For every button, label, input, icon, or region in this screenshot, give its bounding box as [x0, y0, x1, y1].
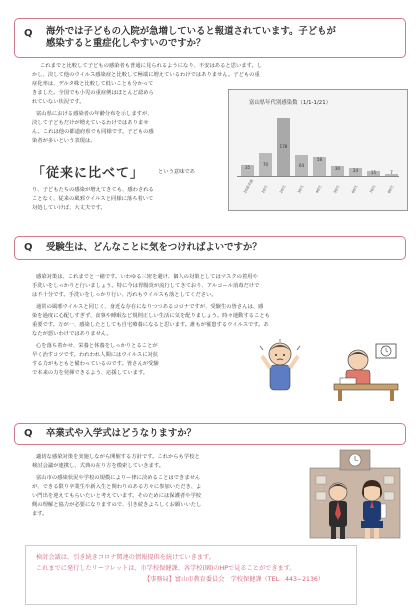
text-line: 重要です。万が一、感染したとしても自宅療養になると思います。誰もが罹患するウイルスです。あ — [32, 322, 269, 328]
worried-student-illustration — [255, 338, 305, 398]
chart-value-label: 178 — [279, 144, 288, 149]
chart-value-label: 24 — [352, 168, 359, 173]
chart-value-label: 15 — [370, 170, 377, 175]
emphasis-text: 「従来に比べて」 — [32, 166, 145, 181]
graduation-illustration — [300, 440, 408, 540]
text-line: ん。これは他の都道府県でも同様です。子どもの感 — [32, 129, 154, 135]
text-line: する力がもともと備わっているのです。皆さんが受験 — [32, 361, 159, 367]
text-line: 側の理解と協力が必要になりますので、引き続きよろしくお願いいたし — [32, 502, 202, 508]
chart-tick-label: 80代 — [387, 184, 395, 194]
info-line: 【事務局】富山市教育委員会 学校保健課（TEL．443−2136） — [144, 576, 325, 583]
chart-value-label: 58 — [316, 157, 323, 162]
question-title-line: 海外では子どもの入院が急増していると報道されています。子どもが — [46, 26, 336, 37]
text-line: 感染対策は、これまでと一緒です。いわゆる三密を避け、個人の対策としてはマスクの着用や — [36, 274, 258, 280]
chart-baseline — [237, 176, 399, 177]
info-line: これまでに発行したリーフレットは、市学校保健課、各学校(園)のHPで見ることができます。 — [36, 565, 296, 572]
text-line: 心を落ち着かせ、栄養と休養をしっかりとることが — [36, 343, 158, 349]
text-line: これまでと比較して子どもの感染者も普通に見られるようになり、不安はあると思います。し — [40, 63, 263, 69]
text-line: なたが悪いわけではありません。 — [32, 331, 112, 337]
text-line: かし、決して他のウイルス感染症と比較して極端に増えているわけではありません。子どもの重 — [32, 72, 260, 78]
age-distribution-chart — [228, 89, 408, 211]
question-title-line: 感染すると重症化しやすいのですか？ — [46, 38, 206, 49]
chart-tick-label: 10代 — [261, 184, 269, 194]
info-box — [25, 545, 357, 605]
chart-value-label: 30 — [334, 166, 341, 171]
chart-tick-label: 40代 — [315, 184, 323, 194]
text-line: 富山県における感染者の年齢分布を示しますが、 — [36, 111, 153, 117]
q-marker: Q — [24, 428, 33, 439]
text-line: ことなく、従来の風邪ウイルスと同様に落ち着いて — [32, 196, 154, 202]
text-line: 決して子どもだけが増えているわけではありませ — [32, 120, 149, 126]
chart-value-label: 35 — [244, 165, 251, 170]
question-box-2 — [14, 236, 406, 260]
text-line: きました。全国でも小児の重症例はほとんど認めら — [32, 90, 154, 96]
text-line: 検討会議が連携し、式典の在り方を模索していきます。 — [32, 463, 164, 469]
info-line: 検討会議は、引き続きコロナ関連の情報提供を続けていきます。 — [36, 554, 215, 561]
text-line: が、できる限り卒業生や新入生と関わりのある方々に参加いただき、よ — [32, 484, 202, 490]
chart-value-label: 70 — [262, 161, 269, 167]
question-title: 受験生は、どんなことに気をつければよいですか？ — [46, 242, 262, 253]
q-marker: Q — [24, 242, 33, 253]
chart-tick-label: 10歳未満 — [243, 178, 255, 194]
text-line: れていない状況です。 — [32, 99, 85, 105]
chart-tick-label: 60代 — [351, 184, 359, 194]
question-title — [46, 26, 397, 50]
text-line: 対処していけば、大丈夫です。 — [32, 205, 106, 211]
text-line: 症化率は、デルタ株と比較して低いことも分かって — [32, 81, 154, 87]
text-line: 適切な感染対策を実施しながら開催する方針です。これからも学校と — [36, 454, 200, 460]
text-line: ます。 — [32, 511, 48, 517]
question-box-1 — [14, 18, 406, 58]
chart-tick-label: 30代 — [297, 184, 305, 194]
question-title: 卒業式や入学式はどうなりますか？ — [46, 428, 197, 439]
text-line: い門出を迎えてもらいたいと考えています。そのためには保護者や学校 — [32, 493, 202, 499]
chart-value-label: 7 — [390, 170, 393, 175]
text-line: 富山市の感染状況や学校の規模によりー律に決めることはできません — [36, 475, 201, 481]
text-line: 染を過度に心配しすぎず、食事や睡眠など規則正しい生活に気を配りましょう。時々運動することも — [32, 313, 270, 319]
chart-title: 富山県年代別感染数（1/1-1/21） — [249, 100, 332, 106]
text-line: り、子どもたちの感染が増えてきても、感わされる — [32, 187, 154, 193]
text-line: 染者が多いという表現は、 — [32, 138, 96, 144]
chart-tick-label: 50代 — [333, 184, 341, 194]
q-marker: Q — [24, 28, 33, 39]
chart-tick-label: 20代 — [279, 184, 287, 194]
text-line: で本来の力を発揮できるよう、応援しています。 — [32, 370, 149, 376]
text-line: 早く治すコツです。われわれ人間にはウイルスに対抗 — [32, 352, 159, 358]
text-line: 通常の風邪ウイルスと同じく、身近な存在になりつつあるコロナですが、受験生の皆さんは、感 — [36, 304, 264, 310]
text-line: という意味であ — [158, 169, 196, 175]
text-line: は不十分です。手洗いをしっかり行い、汚れもウイルスも落としてください。 — [32, 292, 217, 298]
chart-value-label: 64 — [298, 162, 305, 168]
study-desk-illustration — [332, 340, 402, 402]
text-line: 手洗いをしっかりと行いましょう。特に今は胃腸炎が流行してきており、アルコール消毒だけで — [32, 283, 260, 289]
chart-tick-label: 70代 — [369, 184, 377, 194]
